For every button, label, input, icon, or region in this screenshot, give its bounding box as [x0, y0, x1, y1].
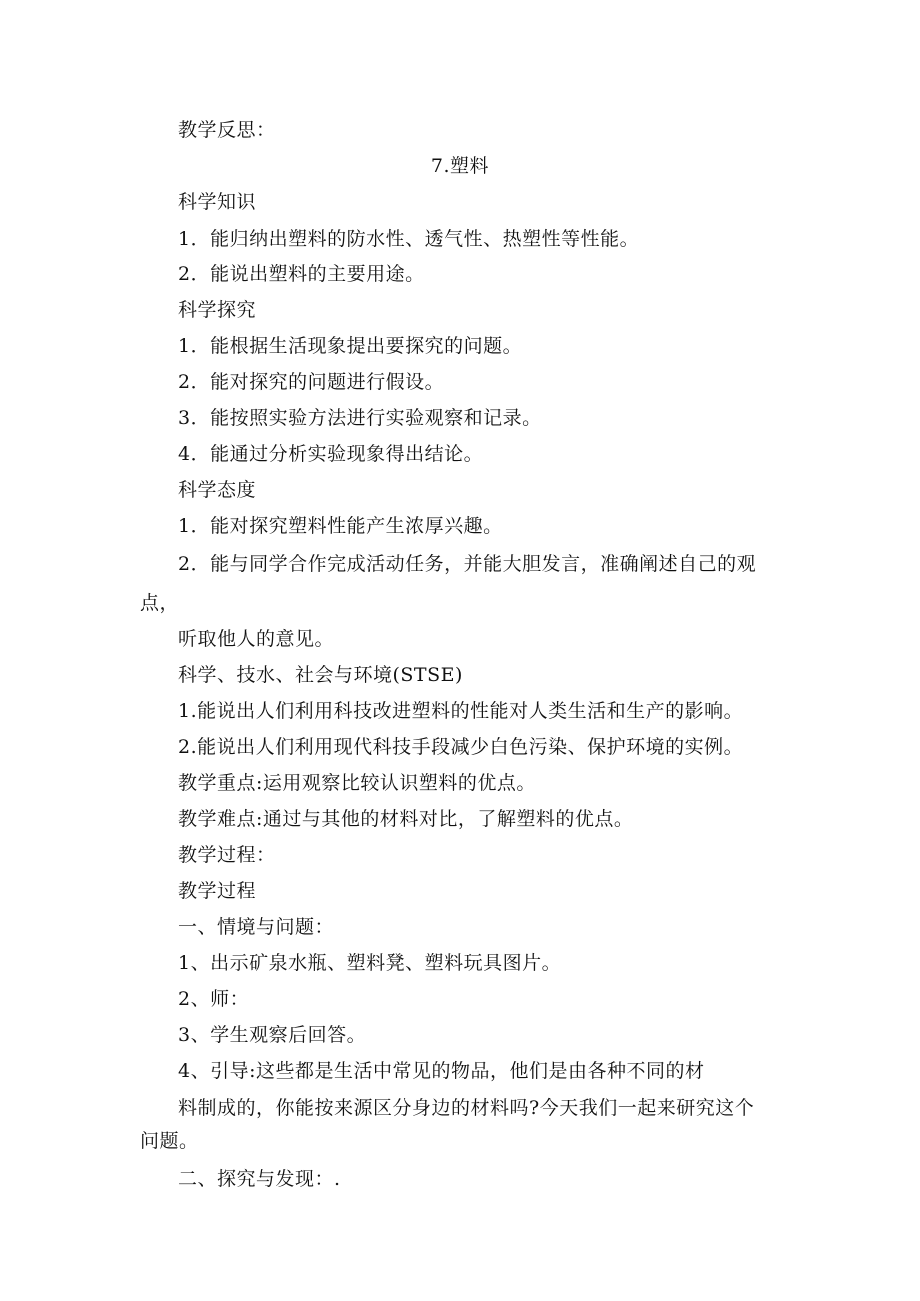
step-1-item-3: 3、学生观察后回答。: [178, 1024, 367, 1046]
knowledge-item-1: 1．能归纳出塑料的防水性、透气性、热塑性等性能。: [178, 228, 640, 250]
lesson-title: 7.塑料: [430, 155, 490, 177]
knowledge-item-2: 2．能说出塑料的主要用途。: [178, 263, 425, 285]
section-heading-knowledge: 科学知识: [178, 191, 257, 213]
inquiry-item-3: 3．能按照实验方法进行实验观察和记录。: [178, 407, 542, 429]
step-1-item-4: 4、引导:这些都是生活中常见的物品，他们是由各种不同的材: [178, 1060, 705, 1082]
step-1-item-2: 2、师：: [178, 988, 250, 1010]
process-heading-2: 教学过程: [178, 880, 257, 902]
section-heading-attitude: 科学态度: [178, 479, 257, 501]
attitude-item-2-cont: 点，: [140, 592, 180, 614]
teaching-key-point: 教学重点:运用观察比较认识塑料的优点。: [178, 772, 536, 794]
attitude-item-2: 2．能与同学合作完成活动任务，并能大胆发言，准确阐述自己的观: [178, 553, 757, 575]
step-1-item-4-cont2: 问题。: [140, 1130, 199, 1152]
attitude-item-1: 1．能对探究塑料性能产生浓厚兴趣。: [178, 515, 503, 537]
inquiry-item-1: 1．能根据生活现象提出要探究的问题。: [178, 335, 523, 357]
step-heading-2: 二、探究与发现：.: [178, 1168, 341, 1190]
step-1-item-4-cont: 料制成的，你能按来源区分身边的材料吗?今天我们一起来研究这个: [178, 1097, 755, 1119]
reflection-heading: 教学反思：: [178, 119, 276, 141]
step-1-item-1: 1、出示矿泉水瓶、塑料凳、塑料玩具图片。: [178, 952, 562, 974]
section-heading-stse: 科学、技水、社会与环境(STSE): [178, 664, 463, 686]
inquiry-item-2: 2．能对探究的问题进行假设。: [178, 371, 445, 393]
attitude-item-2-cont2: 听取他人的意见。: [178, 628, 335, 650]
teaching-difficulty: 教学难点:通过与其他的材料对比，了解塑料的优点。: [178, 808, 634, 830]
process-heading-1: 教学过程：: [178, 844, 276, 866]
stse-item-2: 2.能说出人们利用现代科技手段减少白色污染、保护环境的实例。: [178, 736, 744, 758]
stse-item-1: 1.能说出人们利用科技改进塑料的性能对人类生活和生产的影响。: [178, 700, 744, 722]
inquiry-item-4: 4．能通过分析实验现象得出结论。: [178, 443, 484, 465]
step-heading-1: 一、情境与问题：: [178, 916, 335, 938]
section-heading-inquiry: 科学探究: [178, 299, 257, 321]
